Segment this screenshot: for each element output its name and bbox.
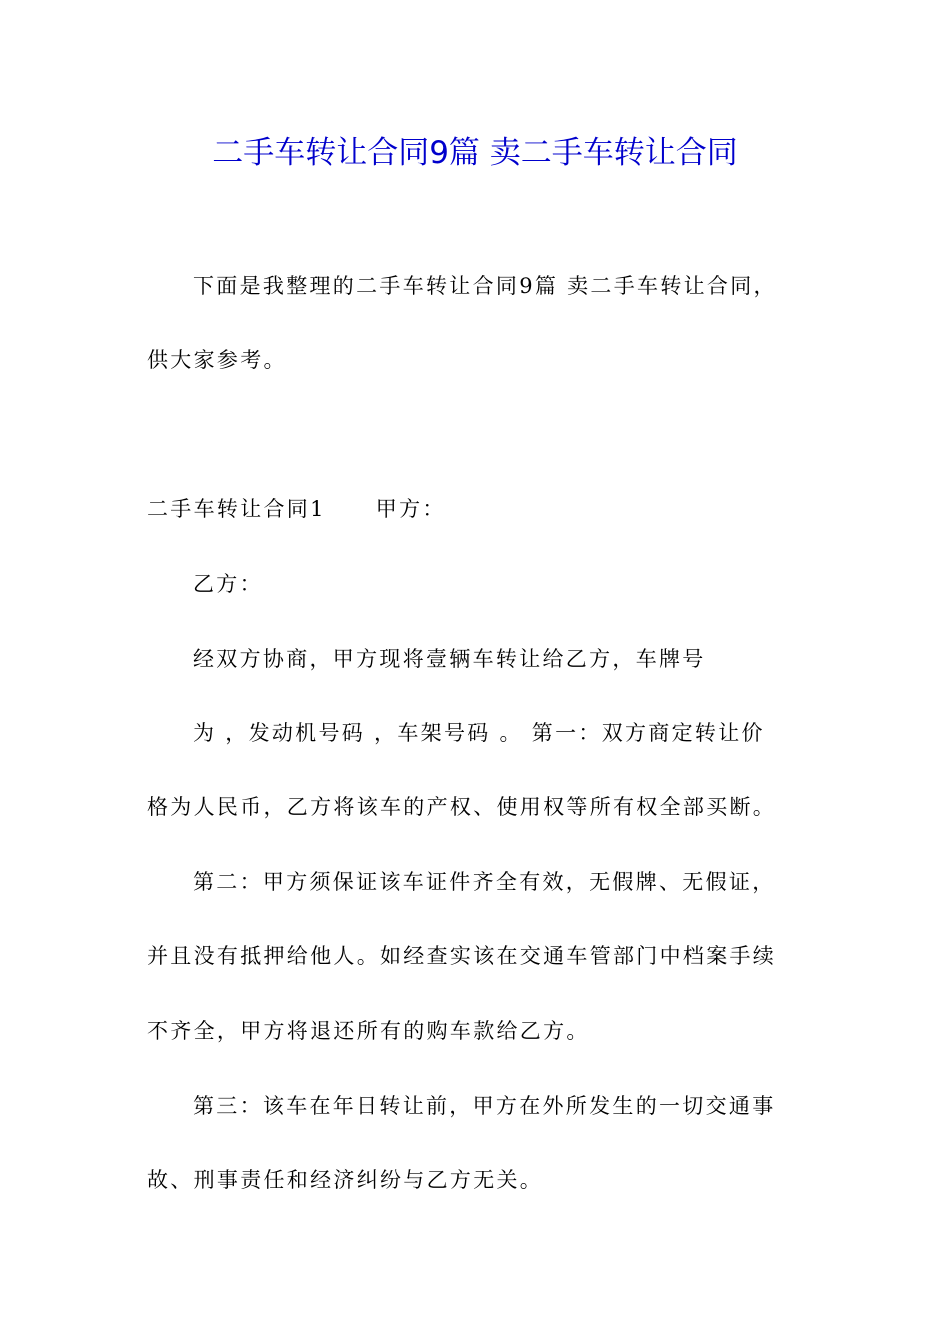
party-a-label: 甲方： [375,497,446,521]
paragraph-1-line-3: 格为人民币，乙方将该车的产权、使用权等所有权全部买断。 [147,795,777,819]
paragraph-1-line-2: 为 ，发动机号码 ，车架号码 。 第一：双方商定转让价 [193,721,765,745]
paragraph-2-line-1: 第二：甲方须保证该车证件齐全有效，无假牌、无假证， [193,870,776,894]
paragraph-2-line-2: 并且没有抵押给他人。如经查实该在交通车管部门中档案手续 [147,944,777,968]
section-1-heading-line [147,491,446,527]
page-title: 二手车转让合同9篇 卖二手车转让合同 [212,135,738,171]
paragraph-3-line-1: 第三：该车在年日转让前，甲方在外所发生的一切交通事 [193,1094,776,1118]
paragraph-3-line-2: 故、刑事责任和经济纠纷与乙方无关。 [147,1168,544,1192]
party-b-label: 乙方： [193,572,263,596]
paragraph-2-line-3: 不齐全，甲方将退还所有的购车款给乙方。 [147,1019,590,1043]
section-1-heading: 二手车转让合同1 [147,497,326,521]
paragraph-1-line-1: 经双方协商，甲方现将壹辆车转让给乙方，车牌号 [193,647,706,671]
intro-line-2: 供大家参考。 [147,348,287,372]
intro-line-1: 下面是我整理的二手车转让合同9篇 卖二手车转让合同， [193,274,777,298]
